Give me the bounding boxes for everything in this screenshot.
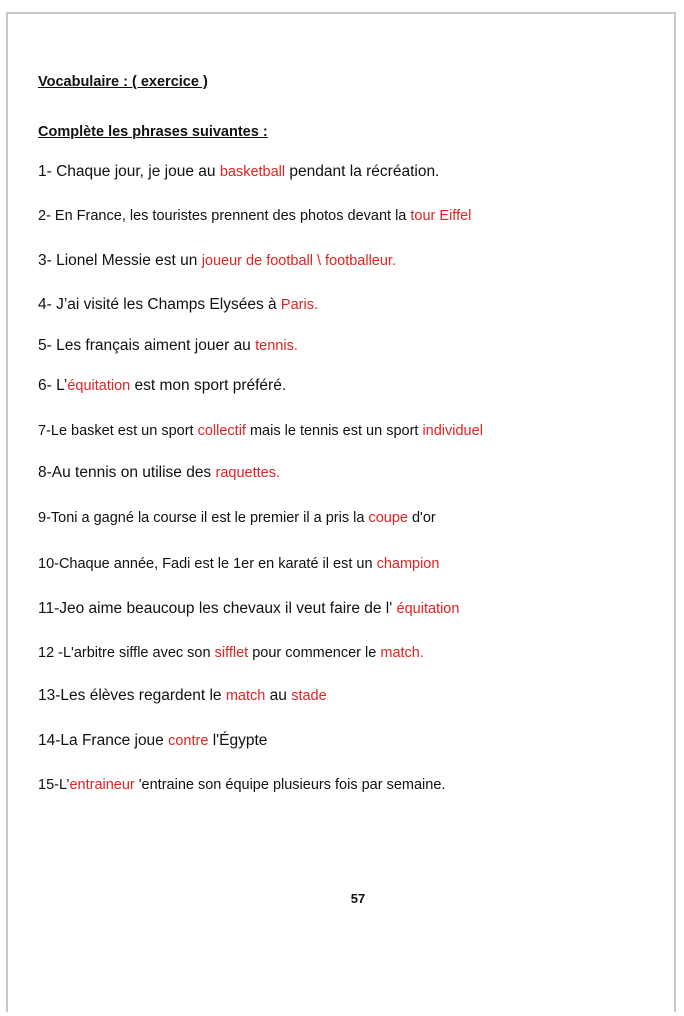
page-number: 57 [350,891,366,906]
answer: entraineur [69,777,135,793]
answer: champion [376,556,440,572]
answer: équitation [396,601,460,617]
page-title: Vocabulaire : ( exercice ) [38,74,208,90]
sentence-12: 12 -L'arbitre siffle avec son sifflet pour commencer le match. [38,645,424,661]
sentence-5: 5- Les français aiment jouer au tennis. [38,337,298,354]
sentence-9: 9-Toni a gagné la course il est le premier il a pris la coupe d'or [38,510,436,526]
sentence-3: 3- Lionel Messie est un joueur de football \ footballeur. [38,252,396,269]
answer: coupe [368,510,408,526]
answer: joueur de football \ footballeur. [201,253,396,269]
answer: sifflet [214,645,249,661]
sentence-1: 1- Chaque jour, je joue au basketball pendant la récréation. [38,163,440,180]
sentence-6: 6- L’équitation est mon sport préféré. [38,377,287,394]
sentence-14: 14-La France joue contre l'Égypte [38,732,268,749]
sentence-4: 4- J’ai visité les Champs Elysées à Paris. [38,296,318,313]
answer: basketball [219,164,286,180]
sentence-15: 15-L’entraineur 'entraine son équipe plusieurs fois par semaine. [38,777,446,793]
answer: Paris. [280,297,318,313]
answer: raquettes. [215,465,280,481]
sentence-10: 10-Chaque année, Fadi est le 1er en karaté il est un champion [38,556,440,572]
answer: individuel [422,423,483,439]
answer: match. [380,645,424,661]
sentence-7: 7-Le basket est un sport collectif mais le tennis est un sport individuel [38,423,483,439]
answer: collectif [197,423,246,439]
sentence-8: 8-Au tennis on utilise des raquettes. [38,464,280,481]
answer: contre [168,733,209,749]
sentence-2: 2- En France, les touristes prennent des photos devant la tour Eiffel [38,208,472,224]
exercise-instruction: Complète les phrases suivantes : [38,124,268,140]
answer: stade [291,688,327,704]
answer: match [225,688,266,704]
answer: équitation [67,378,131,394]
answer: tour Eiffel [410,208,472,224]
sentence-11: 11-Jeo aime beaucoup les chevaux il veut faire de l' équitation [38,600,460,617]
answer: tennis. [255,338,298,354]
sentence-13: 13-Les élèves regardent le match au stade [38,687,327,704]
